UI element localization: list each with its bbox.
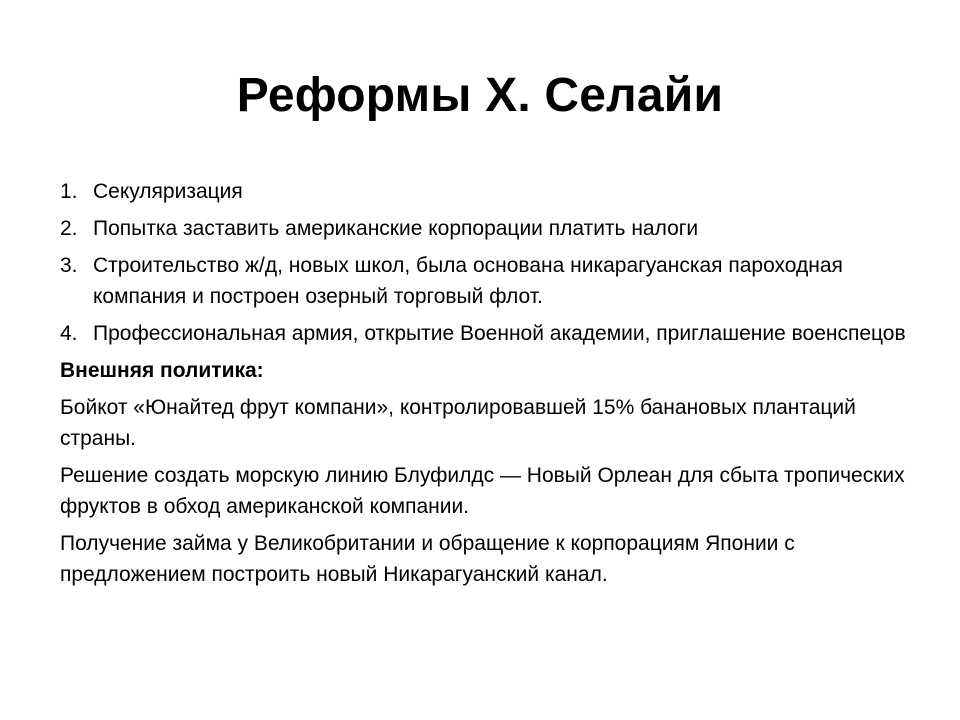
list-item	[60, 250, 910, 312]
list-item-text: Секуляризация	[93, 180, 243, 203]
list-item-text: Строительство ж/д, новых школ, была основана никарагуанская пароходная компания и построен озерный торговый флот.	[93, 254, 843, 308]
list-item	[60, 318, 910, 349]
list-item-number: 2.	[60, 217, 78, 240]
slide-title: Реформы Х. Селайи	[236, 69, 724, 122]
list-item-text: Попытка заставить американские корпорации платить налоги	[93, 217, 699, 240]
list-item	[60, 213, 910, 244]
list-item-text: Профессиональная армия, открытие Военной академии, приглашение военспецов	[93, 322, 906, 345]
slide-content	[60, 176, 910, 596]
list-item-number: 4.	[60, 322, 78, 345]
list-item-number: 3.	[60, 254, 78, 277]
list-item	[60, 176, 910, 207]
list-item-number: 1.	[60, 180, 78, 203]
foreign-policy-paragraph: Бойкот «Юнайтед фрут компани», контролировавшей 15% банановых плантаций страны.	[60, 396, 856, 450]
foreign-policy-paragraph: Решение создать морскую линию Блуфилдс — Новый Орлеан для сбыта тропических фруктов в обход американской компании.	[60, 464, 905, 518]
foreign-policy-paragraph: Получение займа у Великобритании и обращение к корпорациям Японии с предложением построить новый Никарагуанский канал.	[60, 532, 795, 586]
reforms-list	[60, 176, 910, 349]
foreign-policy-heading: Внешняя политика:	[60, 359, 264, 382]
